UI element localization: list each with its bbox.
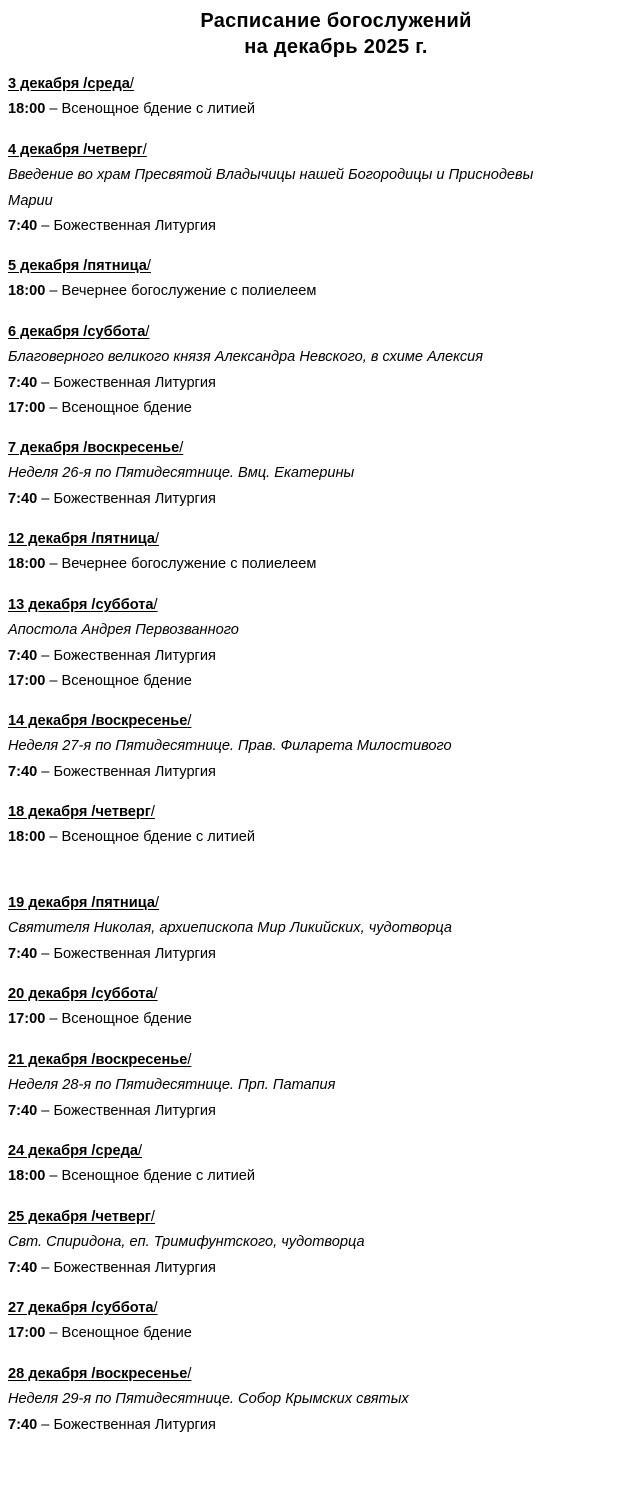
schedule-day <box>8 138 608 240</box>
service-time: 17:00 <box>8 1011 46 1028</box>
day-date: 20 декабря /суббота <box>8 986 154 1002</box>
feast-title: Марии <box>8 192 53 209</box>
service-description: – Вечернее богослужение с полиелеем <box>45 283 317 300</box>
schedule-day <box>8 527 608 578</box>
service-description: – Всенощное бдение с литией <box>45 829 256 846</box>
service-description: – Всенощное бдение с литией <box>45 1168 256 1185</box>
service-time: 7:40 <box>8 1259 38 1276</box>
service-description: – Божественная Литургия <box>37 1102 216 1119</box>
day-date-line <box>8 891 608 916</box>
service-time: 18:00 <box>8 1168 46 1185</box>
day-date-line <box>8 1205 608 1230</box>
feast-title: Неделя 26-я по Пятидесятнице. Вмц. Екатерины <box>8 465 355 482</box>
date-trailing-slash: / <box>153 986 158 1002</box>
service-description: – Божественная Литургия <box>37 647 216 664</box>
day-date: 4 декабря /четверг <box>8 142 143 158</box>
service-line <box>8 825 608 850</box>
service-description: – Божественная Литургия <box>37 374 216 391</box>
day-date: 19 декабря /пятница <box>8 895 155 911</box>
day-date-line <box>8 1362 608 1387</box>
date-trailing-slash: / <box>187 713 192 729</box>
service-time: 7:40 <box>8 1416 38 1433</box>
day-date: 28 декабря /воскресенье <box>8 1366 188 1382</box>
date-trailing-slash: / <box>187 1366 192 1382</box>
date-trailing-slash: / <box>142 142 147 158</box>
schedule-day <box>8 436 608 512</box>
page-title: Расписание богослужений <box>200 10 472 32</box>
date-trailing-slash: / <box>146 258 151 274</box>
day-date: 14 декабря /воскресенье <box>8 713 188 729</box>
schedule-day <box>8 891 608 967</box>
service-line <box>8 1099 608 1124</box>
schedule-day <box>8 1048 608 1124</box>
service-line <box>8 644 608 669</box>
day-date-line <box>8 254 608 279</box>
schedule-day <box>8 1296 608 1347</box>
service-time: 18:00 <box>8 829 46 846</box>
service-description: – Божественная Литургия <box>37 763 216 780</box>
service-description: – Всенощное бдение с литией <box>45 101 256 118</box>
service-line <box>8 552 608 577</box>
date-trailing-slash: / <box>187 1052 192 1068</box>
service-time: 17:00 <box>8 1325 46 1342</box>
service-description: – Вечернее богослужение с полиелеем <box>45 556 317 573</box>
date-trailing-slash: / <box>150 1209 155 1225</box>
day-date-line <box>8 72 608 97</box>
schedule-day <box>8 1205 608 1281</box>
service-time: 18:00 <box>8 101 46 118</box>
feast-title: Святителя Николая, архиепископа Мир Ликийских, чудотворца <box>8 920 453 937</box>
service-time: 7:40 <box>8 647 38 664</box>
schedule-day <box>8 320 608 422</box>
service-line <box>8 760 608 785</box>
service-line <box>8 1164 608 1189</box>
service-time: 18:00 <box>8 283 46 300</box>
service-description: – Божественная Литургия <box>37 945 216 962</box>
day-date-line <box>8 800 608 825</box>
day-date-line <box>8 1296 608 1321</box>
service-line <box>8 371 608 396</box>
service-time: 7:40 <box>8 490 38 507</box>
date-trailing-slash: / <box>129 76 134 92</box>
schedule-day <box>8 72 608 123</box>
date-trailing-slash: / <box>150 804 155 820</box>
schedule-day <box>8 254 608 305</box>
day-date: 12 декабря /пятница <box>8 531 155 547</box>
schedule-day <box>8 709 608 785</box>
service-description: – Божественная Литургия <box>37 490 216 507</box>
service-time: 17:00 <box>8 673 46 690</box>
day-date: 3 декабря /среда <box>8 76 130 92</box>
day-date: 13 декабря /суббота <box>8 597 154 613</box>
service-time: 18:00 <box>8 556 46 573</box>
service-time: 7:40 <box>8 763 38 780</box>
service-description: – Божественная Литургия <box>37 1259 216 1276</box>
day-date: 27 декабря /суббота <box>8 1300 154 1316</box>
date-trailing-slash: / <box>153 1300 158 1316</box>
feast-title: Неделя 27-я по Пятидесятнице. Прав. Филарета Милостивого <box>8 738 452 755</box>
day-date-line <box>8 709 608 734</box>
day-date: 21 декабря /воскресенье <box>8 1052 188 1068</box>
schedule-day <box>8 1139 608 1190</box>
schedule-day <box>8 593 608 695</box>
service-time: 7:40 <box>8 374 38 391</box>
day-date: 18 декабря /четверг <box>8 804 151 820</box>
service-line <box>8 669 608 694</box>
day-date: 7 декабря /воскресенье <box>8 440 180 456</box>
feast-title: Неделя 28-я по Пятидесятнице. Прп. Патапия <box>8 1077 336 1094</box>
schedule-day <box>8 1362 608 1438</box>
feast-title: Благоверного великого князя Александра Невского, в схиме Алексия <box>8 349 484 366</box>
service-time: 7:40 <box>8 945 38 962</box>
day-date-line <box>8 436 608 461</box>
service-time: 7:40 <box>8 1102 38 1119</box>
service-description: – Всенощное бдение <box>45 1325 192 1342</box>
feast-title: Свт. Спиридона, еп. Тримифунтского, чудотворца <box>8 1234 365 1251</box>
day-date: 5 декабря /пятница <box>8 258 147 274</box>
service-description: – Божественная Литургия <box>37 1416 216 1433</box>
day-date-line <box>8 1048 608 1073</box>
day-date: 24 декабря /среда <box>8 1143 138 1159</box>
service-description: – Божественная Литургия <box>37 218 216 235</box>
service-line <box>8 1321 608 1346</box>
day-date-line <box>8 1139 608 1164</box>
service-line <box>8 279 608 304</box>
feast-title: Введение во храм Пресвятой Владычицы нашей Богородицы и Приснодевы <box>8 167 534 184</box>
service-line <box>8 487 608 512</box>
service-description: – Всенощное бдение <box>45 673 192 690</box>
service-line <box>8 1413 608 1438</box>
day-date-line <box>8 593 608 618</box>
service-line <box>8 1256 608 1281</box>
service-description: – Всенощное бдение <box>45 1011 192 1028</box>
day-date-line <box>8 982 608 1007</box>
schedule-day <box>8 800 608 851</box>
date-trailing-slash: / <box>153 597 158 613</box>
day-date-line <box>8 527 608 552</box>
service-line <box>8 97 608 122</box>
service-line <box>8 396 608 421</box>
page-subtitle: на декабрь 2025 г. <box>244 36 428 58</box>
service-time: 17:00 <box>8 400 46 417</box>
day-date-line <box>8 320 608 345</box>
date-trailing-slash: / <box>154 895 160 911</box>
day-date-line <box>8 138 608 163</box>
service-description: – Всенощное бдение <box>45 400 192 417</box>
date-trailing-slash: / <box>145 324 150 340</box>
feast-title: Апостола Андрея Первозванного <box>8 622 239 639</box>
date-trailing-slash: / <box>179 440 184 456</box>
service-line <box>8 214 608 239</box>
feast-title: Неделя 29-я по Пятидесятнице. Собор Крымских святых <box>8 1391 409 1408</box>
service-line <box>8 1007 608 1032</box>
date-trailing-slash: / <box>137 1143 143 1159</box>
day-date: 25 декабря /четверг <box>8 1209 151 1225</box>
date-trailing-slash: / <box>154 531 160 547</box>
schedule-day <box>8 982 608 1033</box>
day-date: 6 декабря /суббота <box>8 324 146 340</box>
service-time: 7:40 <box>8 218 38 235</box>
service-line <box>8 942 608 967</box>
